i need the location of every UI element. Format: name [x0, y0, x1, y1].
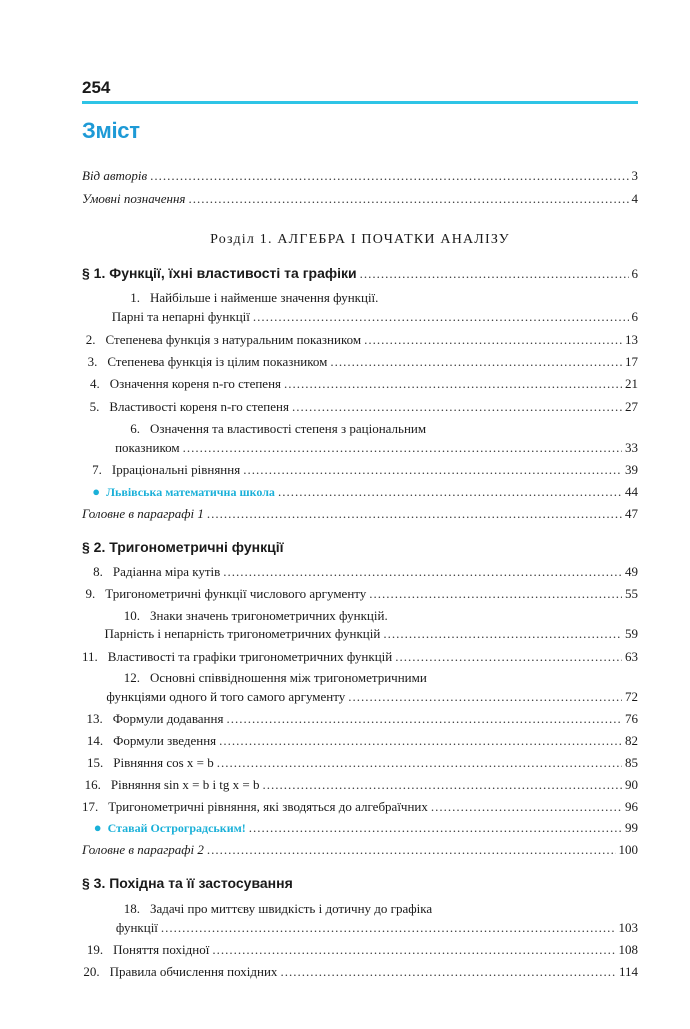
part-heading: Розділ 1. АЛГЕБРА І ПОЧАТКИ АНАЛІЗУ [210, 232, 510, 247]
section-title-3 [82, 873, 638, 893]
section-title-1[interactable] [82, 263, 638, 283]
toc-item [82, 288, 638, 308]
toc-item[interactable] [82, 709, 638, 729]
toc-item-text: функціями одного й того самого аргументу [106, 689, 346, 704]
leader-dots [431, 797, 622, 817]
toc-item-page: 59 [625, 626, 638, 641]
leader-dots [360, 264, 629, 284]
toc-item-page: 90 [625, 777, 638, 792]
page-number: 254 [82, 78, 111, 97]
bullet-icon: ● [93, 820, 102, 835]
page-title: Зміст [82, 118, 140, 143]
toc-summary-1-page: 47 [625, 506, 638, 521]
leader-dots [369, 584, 622, 604]
leader-dots [278, 482, 622, 502]
toc-item-text: Парні та непарні функції [111, 309, 250, 324]
toc-item-page: 114 [618, 964, 638, 979]
toc-item-page: 21 [625, 376, 638, 391]
toc-extra-1-page: 44 [625, 484, 638, 499]
toc-item[interactable] [82, 775, 638, 795]
toc-item [82, 668, 638, 688]
item-number: 2. [85, 332, 96, 347]
leader-dots [212, 940, 615, 960]
item-number: 12. [123, 670, 140, 685]
toc-item-text: Степенева функція з натуральним показником [105, 332, 362, 347]
toc-item[interactable] [82, 940, 638, 960]
toc-extra-2-page: 99 [625, 820, 638, 835]
toc-item [82, 606, 638, 626]
toc-summary-2[interactable] [82, 840, 638, 860]
section-title-1-page: 6 [631, 266, 638, 281]
toc-entry-authors[interactable] [82, 166, 638, 186]
toc-item-text: Парність і непарність тригонометричних функцій [104, 626, 381, 641]
toc-item-page: 17 [625, 354, 638, 369]
toc-item [82, 419, 638, 439]
leader-dots [223, 562, 622, 582]
item-number: 6. [130, 421, 140, 436]
toc-item-page: 39 [625, 462, 638, 477]
header-rule [82, 101, 638, 104]
toc-item-text: Степенева функція із цілим показником [107, 354, 328, 369]
toc-item-text: Задачі про миттєву швидкість і дотичну до графіка [150, 901, 433, 916]
toc-item-text: Радіанна міра кутів [112, 564, 221, 579]
toc-item-text: Рівняння sin x = b і tg x = b [110, 777, 260, 792]
toc-extra-1-text: Львівська математична школа [106, 485, 275, 499]
toc-item-page: 6 [631, 309, 638, 324]
item-number: 17. [82, 799, 99, 814]
leader-dots [207, 504, 622, 524]
toc-item[interactable] [82, 460, 638, 480]
item-number: 1. [130, 290, 140, 305]
toc-item-text: Правила обчислення похідних [109, 964, 278, 979]
toc-item-text: показником [115, 440, 180, 455]
toc-item[interactable] [82, 374, 638, 394]
item-number: 3. [87, 354, 98, 369]
toc-item[interactable] [82, 797, 638, 817]
toc-item[interactable] [82, 962, 638, 982]
bullet-icon: ● [92, 484, 101, 499]
section-title-2-text: § 2. Тригонометричні функції [82, 539, 284, 555]
toc-item[interactable] [82, 307, 638, 327]
leader-dots [150, 166, 628, 186]
leader-dots [395, 647, 622, 667]
toc-entry-symbols-text: Умовні позначення [82, 191, 186, 206]
toc-item-text: Тригонометричні функції числового аргументу [105, 586, 367, 601]
toc-item[interactable] [82, 397, 638, 417]
item-number: 13. [86, 711, 103, 726]
toc-item-text: Поняття похідної [113, 942, 210, 957]
toc-item[interactable] [82, 624, 638, 644]
toc-item[interactable] [82, 918, 638, 938]
toc-summary-1-text: Головне в параграфі 1 [82, 506, 204, 521]
leader-dots [249, 818, 622, 838]
toc-item-page: 49 [625, 564, 638, 579]
leader-dots [161, 918, 616, 938]
leader-dots [348, 687, 622, 707]
toc-item-page: 108 [618, 942, 638, 957]
leader-dots [263, 775, 623, 795]
toc-extra-2-text: Ставай Остроградським! [107, 821, 246, 835]
leader-dots [188, 189, 628, 209]
toc-item[interactable] [82, 330, 638, 350]
toc-item-page: 13 [625, 332, 638, 347]
leader-dots [243, 460, 622, 480]
item-number: 5. [89, 399, 100, 414]
item-number: 20. [83, 964, 100, 979]
toc-item-text: Властивості кореня n-го степеня [109, 399, 289, 414]
toc-item[interactable] [82, 647, 638, 667]
toc-item[interactable] [82, 584, 638, 604]
leader-dots [364, 330, 622, 350]
leader-dots [226, 709, 622, 729]
item-number: 7. [92, 462, 102, 477]
item-number: 4. [89, 376, 100, 391]
item-number: 11. [82, 649, 98, 664]
leader-dots [330, 352, 622, 372]
leader-dots [284, 374, 622, 394]
toc-extra-2[interactable] [82, 818, 638, 838]
item-number: 15. [87, 755, 104, 770]
leader-dots [217, 753, 622, 773]
toc-item-text: Формули додавання [112, 711, 224, 726]
item-number: 18. [123, 901, 140, 916]
section-title-3-text: § 3. Похідна та її застосування [82, 875, 293, 891]
toc-item-page: 103 [618, 920, 638, 935]
toc-summary-2-text: Головне в параграфі 2 [82, 842, 204, 857]
toc-item-text: Знаки значень тригонометричних функцій. [150, 608, 388, 623]
toc-item-page: 55 [625, 586, 638, 601]
leader-dots [292, 397, 622, 417]
toc-item-text: Рівняння cos x = b [113, 755, 214, 770]
item-number: 8. [93, 564, 103, 579]
toc-item[interactable] [82, 438, 638, 458]
toc-item[interactable] [82, 352, 638, 372]
toc-item-text: функції [115, 920, 158, 935]
leader-dots [207, 840, 616, 860]
toc-item-text: Означення кореня n-го степеня [109, 376, 282, 391]
toc-item-page: 96 [625, 799, 638, 814]
toc-item-text: Означення та властивості степеня з раціональним [150, 421, 427, 436]
toc-item-page: 63 [625, 649, 638, 664]
toc-item-text: Властивості та графіки тригонометричних функцій [107, 649, 393, 664]
toc-entry-authors-page: 3 [631, 168, 638, 183]
toc-item-page: 72 [625, 689, 638, 704]
toc-item[interactable] [82, 687, 638, 707]
item-number: 10. [123, 608, 140, 623]
leader-dots [183, 438, 622, 458]
section-title-2 [82, 537, 638, 557]
toc-summary-1[interactable] [82, 504, 638, 524]
toc-item-text: Основні співвідношення між тригонометричними [150, 670, 427, 685]
toc-extra-1[interactable] [82, 482, 638, 502]
toc-item[interactable] [82, 731, 638, 751]
toc-item[interactable] [82, 562, 638, 582]
item-number: 19. [86, 942, 104, 957]
item-number: 16. [84, 777, 101, 792]
toc-item-page: 76 [625, 711, 638, 726]
toc-item-text: Тригонометричні рівняння, які зводяться до алгебраїчних [108, 799, 428, 814]
toc-item [82, 899, 638, 919]
toc-item-page: 82 [625, 733, 638, 748]
leader-dots [253, 307, 629, 327]
toc-entry-symbols[interactable] [82, 189, 638, 209]
toc-item-page: 33 [625, 440, 638, 455]
section-title-1-text: § 1. Функції, їхні властивості та графіки [82, 265, 357, 281]
toc-entry-symbols-page: 4 [631, 191, 638, 206]
toc-summary-2-page: 100 [618, 842, 638, 857]
item-number: 9. [85, 586, 96, 601]
leader-dots [219, 731, 622, 751]
toc-item-text: Ірраціональні рівняння [111, 462, 241, 477]
toc-entry-authors-text: Від авторів [82, 168, 148, 183]
item-number: 14. [86, 733, 104, 748]
toc-item[interactable] [82, 753, 638, 773]
toc-item-page: 85 [625, 755, 638, 770]
leader-dots [383, 624, 622, 644]
leader-dots [280, 962, 616, 982]
toc-item-page: 27 [625, 399, 638, 414]
toc-item-text: Формули зведення [113, 733, 217, 748]
toc-item-text: Найбільше і найменше значення функції. [150, 290, 379, 305]
